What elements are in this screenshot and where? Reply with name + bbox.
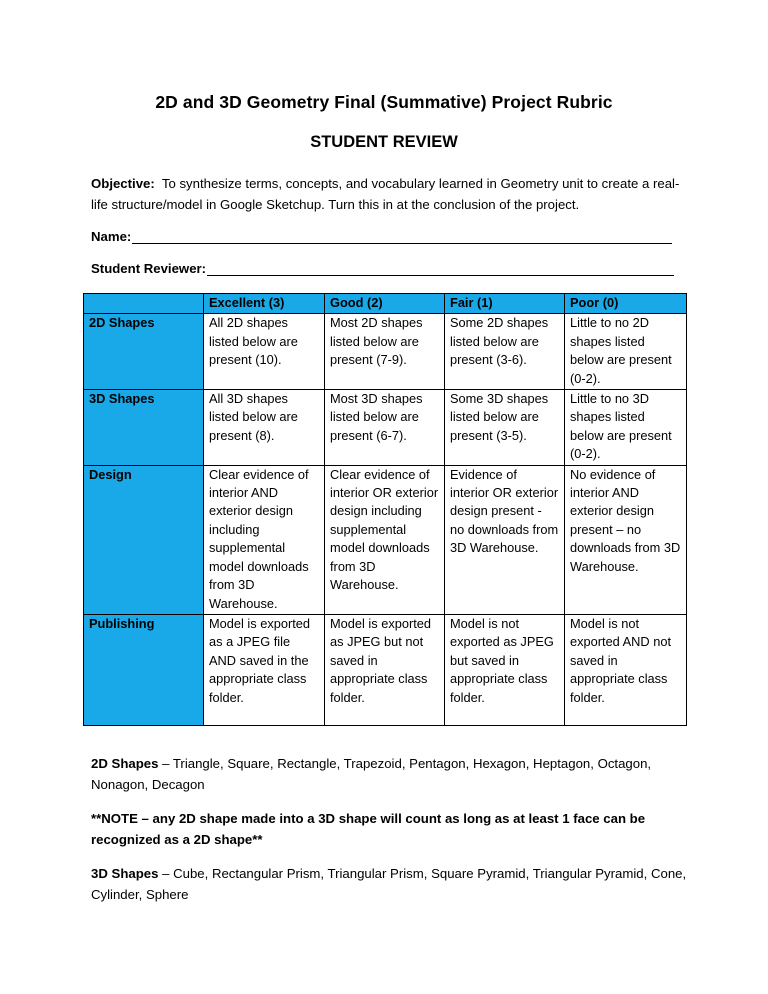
table-cell: Model is exported as JPEG but not saved in appropriate class folder.: [325, 614, 445, 725]
reviewer-line[interactable]: [207, 263, 674, 276]
shapes-3d-list: [91, 863, 691, 905]
table-cell: Little to no 2D shapes listed below are present (0-2).: [565, 314, 687, 390]
header-poor: Poor (0): [565, 294, 687, 314]
header-cell-empty: [84, 294, 204, 314]
table-cell: Most 2D shapes listed below are present (7-9).: [325, 314, 445, 390]
shapes-3d-text: – Cube, Rectangular Prism, Triangular Prism, Square Pyramid, Triangular Pyramid, Cone, Cylinder, Sphere: [91, 866, 687, 902]
row-label-design: Design: [84, 465, 204, 614]
name-label: Name:: [91, 229, 132, 244]
reviewer-field[interactable]: [91, 261, 674, 276]
rubric-row-publishing: [84, 614, 687, 725]
shapes-2d-label: 2D Shapes: [91, 756, 159, 771]
table-cell: Most 3D shapes listed below are present (6-7).: [325, 390, 445, 466]
row-label-2d-shapes: 2D Shapes: [84, 314, 204, 390]
page-subtitle: STUDENT REVIEW: [310, 133, 458, 151]
table-cell: All 3D shapes listed below are present (8).: [204, 390, 325, 466]
name-line[interactable]: [132, 231, 672, 244]
rubric-header-row: [84, 294, 687, 314]
table-cell: Evidence of interior OR exterior design present - no downloads from 3D Warehouse.: [445, 465, 565, 614]
shapes-2d-text: – Triangle, Square, Rectangle, Trapezoid, Pentagon, Hexagon, Heptagon, Octagon, Nonagon, Decagon: [91, 756, 652, 792]
reviewer-label: Student Reviewer:: [91, 261, 207, 276]
page-title: 2D and 3D Geometry Final (Summative) Project Rubric: [155, 92, 613, 112]
objective-text: To synthesize terms, concepts, and vocabulary learned in Geometry unit to create a real-life structure/model in Google Sketchup. Turn this in at the conclusion of the project.: [91, 176, 680, 212]
table-cell: Little to no 3D shapes listed below are present (0-2).: [565, 390, 687, 466]
row-label-publishing: Publishing: [84, 614, 204, 725]
table-cell: No evidence of interior AND exterior design present – no downloads from 3D Warehouse.: [565, 465, 687, 614]
header-excellent: Excellent (3): [204, 294, 325, 314]
rubric-row-design: [84, 465, 687, 614]
rubric-row-2d-shapes: [84, 314, 687, 390]
row-label-3d-shapes: 3D Shapes: [84, 390, 204, 466]
table-cell: Model is not exported as JPEG but saved in appropriate class folder.: [445, 614, 565, 725]
table-cell: Some 3D shapes listed below are present (3-5).: [445, 390, 565, 466]
table-cell: Model is exported as a JPEG file AND saved in the appropriate class folder.: [204, 614, 325, 725]
table-cell: Model is not exported AND not saved in appropriate class folder.: [565, 614, 687, 725]
note-paragraph: **NOTE – any 2D shape made into a 3D shape will count as long as at least 1 face can be recognized as a 2D shape**: [91, 811, 646, 847]
objective-paragraph: [91, 173, 691, 215]
table-cell: Some 2D shapes listed below are present (3-6).: [445, 314, 565, 390]
rubric-table: [83, 293, 687, 726]
name-field[interactable]: [91, 229, 672, 244]
header-fair: Fair (1): [445, 294, 565, 314]
table-cell: All 2D shapes listed below are present (10).: [204, 314, 325, 390]
shapes-3d-label: 3D Shapes: [91, 866, 159, 881]
header-good: Good (2): [325, 294, 445, 314]
shapes-2d-list: [91, 753, 691, 795]
objective-label: Objective:: [91, 176, 155, 191]
table-cell: Clear evidence of interior AND exterior design including supplemental model downloads from 3D Warehouse.: [204, 465, 325, 614]
rubric-row-3d-shapes: [84, 390, 687, 466]
table-cell: Clear evidence of interior OR exterior design including supplemental model downloads from 3D Warehouse.: [325, 465, 445, 614]
